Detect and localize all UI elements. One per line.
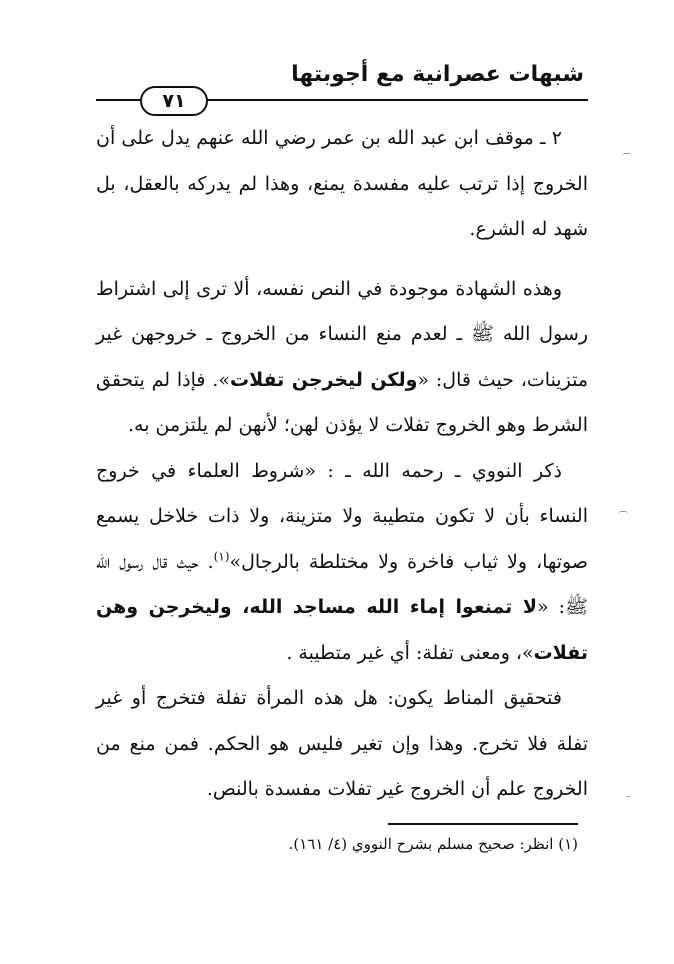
body-text [96, 116, 588, 813]
footnote-reference[interactable]: (١) [213, 549, 230, 564]
paragraph-3-text-a: ذكر النووي ـ رحمه الله ـ : «شروط العلماء في خروج النساء بأن لا تكون متطيبة ولا متزينة، ولا ذات خلاخل يسمع صوتها، ولا ثياب فاخرة ولا مختلطة بالرجال» [96, 459, 588, 573]
paragraph-2-text-c: ». [205, 368, 230, 391]
paragraph-1-text: ٢ ـ موقف ابن عبد الله بن عمر رضي الله عنهم يدل على أن الخروج إذا ترتب عليه مفسدة يمنع، وهذا لم يدركه بالعقل، بل شهد له الشرع. [96, 127, 588, 240]
paragraph-4-text: فتحقيق المناط يكون: هل هذه المرأة تفلة فتخرج أو غير تفلة فلا تخرج. وهذا وإن تغير فليس هو الحكم. فمن منع من الخروج علم أن الخروج غير تفلات مفسدة بالنص. [96, 687, 588, 800]
paragraph-4 [96, 676, 588, 813]
page-number: ٧١ [140, 86, 208, 116]
margin-mark: ⌒ [622, 154, 632, 165]
paragraph-2-text-a: وهذه الشهادة موجودة في النص نفسه، ألا ترى إلى اشتراط رسول الله ﷺ ـ لعدم منع النساء من الخروج ـ خروجهن غير متزينات، حيث قال: « [96, 277, 588, 391]
hadith-quote-1: ولكن ليخرجن تفلات [229, 368, 418, 391]
paragraph-3 [96, 449, 588, 677]
margin-mark: ⁻ [626, 794, 632, 805]
paragraph-3-text-d: »، ومعنى تفلة: أي غير متطيبة . [286, 641, 534, 664]
paragraph-2-text-d: فإذا لم يتحقق الشرط وهو الخروج تفلات لا يؤذن لهن؛ لأنهن لم يلتزمن به. [96, 368, 588, 436]
running-title: شبهات عصرانية مع أجوبتها [291, 62, 584, 87]
footnote-rule [388, 823, 578, 825]
paragraph-3-text-b: . حيث قال رسول الله ﷺ: « [96, 550, 588, 618]
hadith-quote-2: لا تمنعوا إماء الله مساجد الله، وليخرجن وهن تفلات [96, 596, 588, 664]
paragraph-2 [96, 267, 588, 449]
footnote: (١) انظر: صحيح مسلم بشرح النووي (٤/ ١٦١). [288, 835, 578, 853]
margin-mark: ⌒ [618, 512, 628, 523]
paragraph-1 [96, 116, 588, 253]
